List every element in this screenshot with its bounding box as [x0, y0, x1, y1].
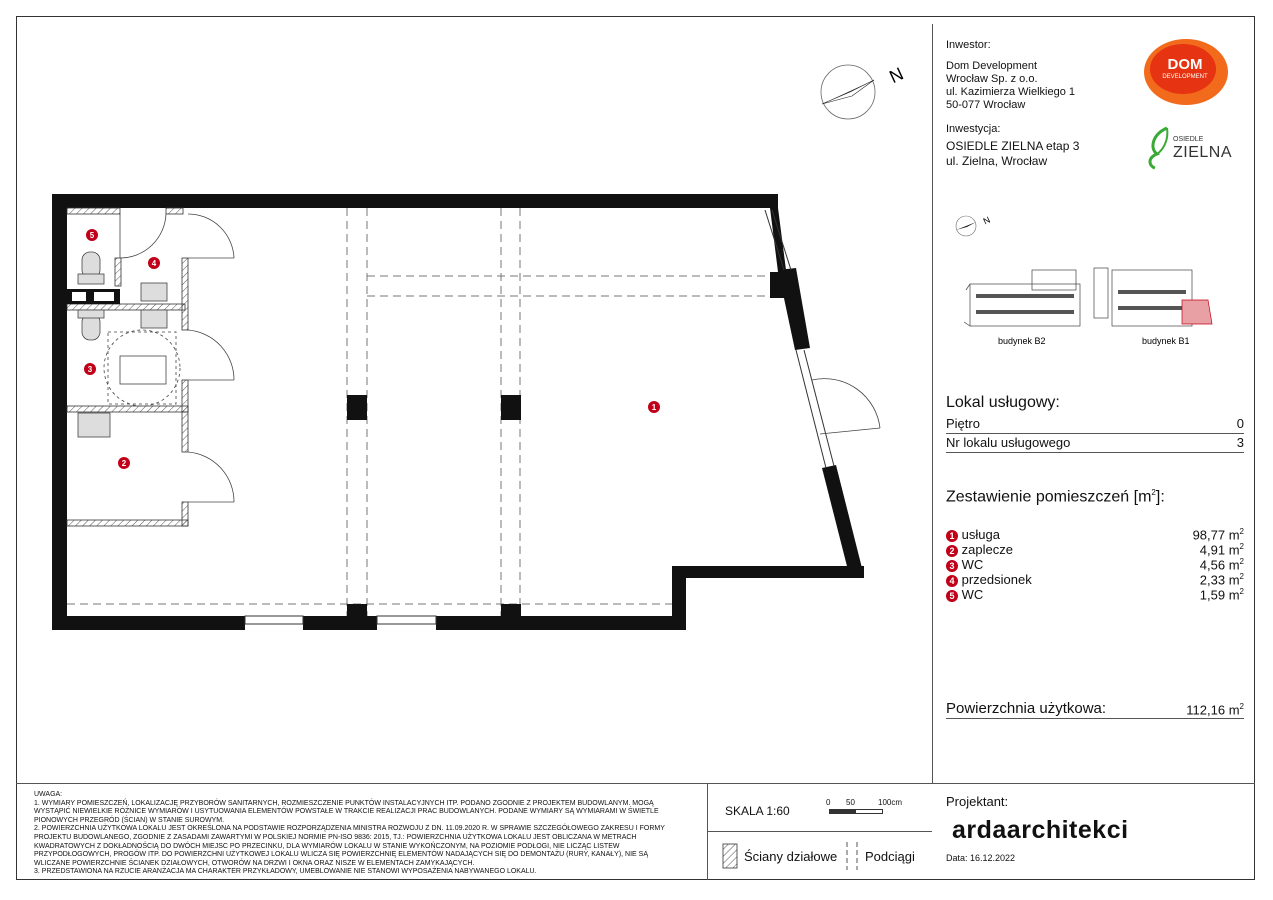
- marker-4: 4: [151, 259, 157, 268]
- site-building-right: budynek B1: [1142, 336, 1190, 346]
- investor-heading: Inwestor:: [946, 39, 991, 51]
- unit-number-row: Nr lokalu usługowego 3: [946, 435, 1244, 450]
- osiedle-zielna-logo: OSIEDLE ZIELNA: [1145, 124, 1235, 170]
- scale-tick-0: 0: [826, 798, 831, 807]
- dom-development-logo: DOM DEVELOPMENT: [1142, 34, 1228, 106]
- marker-2: 2: [121, 459, 127, 468]
- room-row: 1 usługa 98,77 $m^2$: [946, 527, 1244, 542]
- scale-bar: [829, 809, 883, 814]
- glazing: [245, 210, 834, 624]
- rooms-heading: Zestawienie pomieszczeń $[m^2]$:: [946, 488, 1165, 506]
- unit-title: Lokal usługowy:: [946, 394, 1060, 411]
- legend-walls: Ściany działowe: [744, 849, 838, 864]
- designer-date: Data: 16.12.2022: [946, 853, 1016, 863]
- legend-ceiling: Podciągi: [865, 849, 915, 864]
- north-arrow-icon: [821, 65, 875, 119]
- designer-heading: Projektant:: [946, 794, 1009, 809]
- small-north-arrow-icon: [956, 216, 976, 236]
- entrance-door: [812, 379, 880, 434]
- room-row: 3 WC 4,56 $m^2$: [946, 557, 1244, 572]
- svg-text:N: N: [981, 214, 992, 227]
- site-plan: [946, 210, 1236, 350]
- scale-label: SKALA 1:60: [725, 804, 790, 818]
- investor-address: Dom Development Wrocław Sp. z o.o. ul. Kazimierza Wielkiego 1 50-077 Wrocław: [946, 60, 1075, 111]
- total-area-row: Powierzchnia użytkowa: 112,16 $m^2$: [946, 700, 1244, 718]
- room-row: 5 WC 1,59 $m^2$: [946, 587, 1244, 602]
- architect-logo: ardaarchitekci: [952, 816, 1129, 844]
- marker-1: 1: [651, 403, 657, 412]
- floor-row: Piętro 0: [946, 416, 1244, 431]
- sheet-divider: [932, 24, 933, 784]
- site-building-left: budynek B2: [998, 336, 1046, 346]
- beam-legend-icon: [845, 842, 859, 870]
- scale-tick-50: 50: [846, 798, 855, 807]
- columns: [347, 395, 521, 616]
- investment-info: OSIEDLE ZIELNA etap 3 ul. Zielna, Wrocław: [946, 139, 1080, 168]
- marker-3: 3: [87, 365, 93, 374]
- north-label: N: [886, 63, 907, 88]
- investment-heading: Inwestycja:: [946, 123, 1001, 135]
- scale-tick-100: 100cm: [878, 798, 903, 807]
- footer-divider: [16, 783, 1255, 784]
- room-row: 4 przedsionek 2,33 $m^2$: [946, 572, 1244, 587]
- notes-block: UWAGA: 1. WYMIARY POMIESZCZEŃ, LOKALIZACJĘ PRZYBORÓW SANITARNYCH, ROZMIESZCZENIE PUNKTÓW INSTALACYJNYCH ITP. PODANO ZGODNIE Z PROJEKTEM BUDOWLANYM. MOGĄ WYSTĄPIĆ NIEWIELKIE RÓŻNICE WYMIARÓW I USYTUOWANIA ELEMENTÓW POWSTAŁE W TRAKCIE REALIZACJI PRAC BUDOWLANYCH. PODANE WYMIARY SĄ WYMIARAMI W ŚWIETLE PIONOWYCH PRZEGRÓD (ŚCIAN) W STANIE SUROWYM. 2. POWIERZCHNIA UŻYTKOWA LOKALU JEST OKREŚLONA NA PODSTAWIE ROZPORZĄDZENIA MINISTRA ROZWOJU Z DN. 11.09.2020 R. W SPRAWIE SZCZEGÓŁOWEGO ZAKRESU I FORMY PROJEKTU BUDOWLANEGO, ZGODNIE Z ZASADAMI ZAWARTYMI W POLSKIEJ NORMIE PN-ISO 9836: 2015, TJ.: POWIERZCHNIA UŻYTKOWA LOKALU JEST OBLICZANA W METRACH KWADRATOWYCH Z DOKŁADNOŚCIĄ DO DWÓCH MIEJSC PO PRZECINKU, DLA WYMIARÓW LOKALU W STANIE WYKOŃCZONYM, NA POZIOMIE PODŁOGI, NIE LICZĄC LISTEW PRZYPODŁOGOWYCH, PROGÓW ITP. DO POWIERZCHNI UŻYTKOWEJ LOKALU WLICZA SIĘ POWIERZCHNIĘ ELEMENTÓW NADAJĄCYCH SIĘ DO DEMONTAŻU (RURY, KANAŁY), NIE SĄ WLICZANE POWIERZCHNIE ŚCIANEK DZIAŁOWYCH, OTWORÓW NA DRZWI I OKNA ORAZ NISZE W ELEMENTACH ZAMYKAJĄCYCH. 3. PRZEDSTAWIONA NA RZUCIE ARANŻACJA MA CHARAKTER PRZYKŁADOWY, UMEBLOWANIE NIE STANOWI WYPOSAŻENIA NABYWANEGO LOKALU.: [34, 791, 665, 876]
- room-markers: [84, 229, 660, 469]
- hatch-legend-icon: [722, 843, 738, 869]
- marker-5: 5: [89, 231, 95, 240]
- room-row: 2 zaplecze 4,91 $m^2$: [946, 542, 1244, 557]
